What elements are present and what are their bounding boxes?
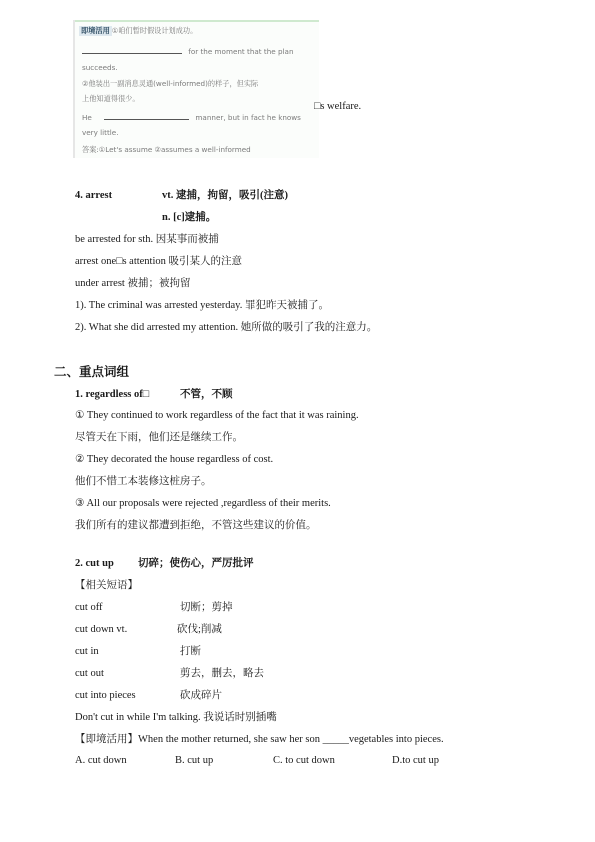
option-c: C. to cut down: [273, 755, 335, 766]
arrest-phrase-2: arrest one□s attention 吸引某人的注意: [75, 256, 243, 267]
regardless-example-1-zh: 尽管天在下雨，他们还是继续工作。: [75, 432, 243, 443]
cutup-headword: 2. cut up: [75, 558, 114, 569]
related-phrases-heading: 【相关短语】: [75, 580, 138, 591]
phrase-zh: 打断: [180, 646, 201, 657]
arrest-phrase-3: under arrest 被捕；被拘留: [75, 278, 191, 289]
box-left-border: [73, 20, 75, 158]
phrase-zh: 砍伐;削减: [177, 624, 222, 635]
box-line-4: ②他装出一副消息灵通(well-informed)的样子，但实际: [82, 79, 259, 88]
regardless-def: 不管，不顾: [180, 389, 233, 400]
arrest-phrase-1: be arrested for sth. 因某事而被捕: [75, 234, 219, 245]
box-line-5: 上他知道得很少。: [82, 94, 140, 103]
phrase-en: cut in: [75, 646, 99, 657]
regardless-example-3-en: ③ All our proposals were rejected ,regardless of their merits.: [75, 498, 331, 509]
box-line-3: succeeds.: [82, 63, 118, 72]
box-line-7: very little.: [82, 128, 119, 137]
practice-question: 【即境活用】When the mother returned, she saw her son _____vegetables into pieces.: [75, 734, 444, 745]
regardless-example-1-en: ① They continued to work regardless of the fact that it was raining.: [75, 410, 359, 421]
box-line-2: for the moment that the plan: [82, 47, 294, 57]
box-line-1: 即境活用 ①咱们暂时假设计划成功。: [81, 26, 198, 35]
phrase-en: cut out: [75, 668, 104, 679]
regardless-example-2-en: ② They decorated the house regardless of cost.: [75, 454, 274, 465]
option-a: A. cut down: [75, 755, 127, 766]
section-title: 二、重点词组: [54, 364, 130, 379]
box-line-6: He manner, but in fact he knows: [82, 113, 301, 122]
cutup-def: 切碎；使伤心，严厉批评: [138, 558, 254, 569]
practice-image-box: [73, 20, 319, 158]
arrest-example-2: 2). What she did arrested my attention. 她所做的吸引了我的注意力。: [75, 322, 378, 333]
option-b: B. cut up: [175, 755, 214, 766]
regardless-headword: 1. regardless of□: [75, 389, 150, 400]
regardless-example-3-zh: 我们所有的建议都遭到拒绝，不管这些建议的价值。: [75, 520, 317, 531]
box-top-border: [73, 20, 319, 22]
phrase-zh: 剪去，删去，略去: [180, 668, 264, 679]
box-tag: 即境活用: [81, 26, 110, 35]
box-answer: 答案:①Let's assume ②assumes a well-informed: [82, 145, 251, 154]
phrase-zh: 切断；剪掉: [180, 602, 233, 613]
arrest-headword: 4. arrest: [75, 190, 113, 201]
phrase-en: cut into pieces: [75, 690, 136, 701]
option-d: D.to cut up: [392, 755, 439, 766]
arrest-example-1: 1). The criminal was arrested yesterday. 罪犯昨天被捕了。: [75, 300, 329, 311]
phrase-en: cut off: [75, 602, 103, 613]
phrase-zh: 砍成碎片: [180, 690, 222, 701]
regardless-example-2-zh: 他们不惜工本装修这桩房子。: [75, 476, 212, 487]
arrest-verb-def: vt. 逮捕，拘留，吸引(注意): [162, 190, 288, 201]
box-blank-1: [82, 53, 182, 54]
cutin-example: Don't cut in while I'm talking. 我说话时别插嘴: [75, 712, 277, 723]
welfare-fragment: □s welfare.: [314, 101, 362, 112]
box-blank-2: [104, 119, 189, 120]
arrest-noun-def: n. [c]逮捕。: [162, 212, 217, 223]
phrase-en: cut down vt.: [75, 624, 128, 635]
